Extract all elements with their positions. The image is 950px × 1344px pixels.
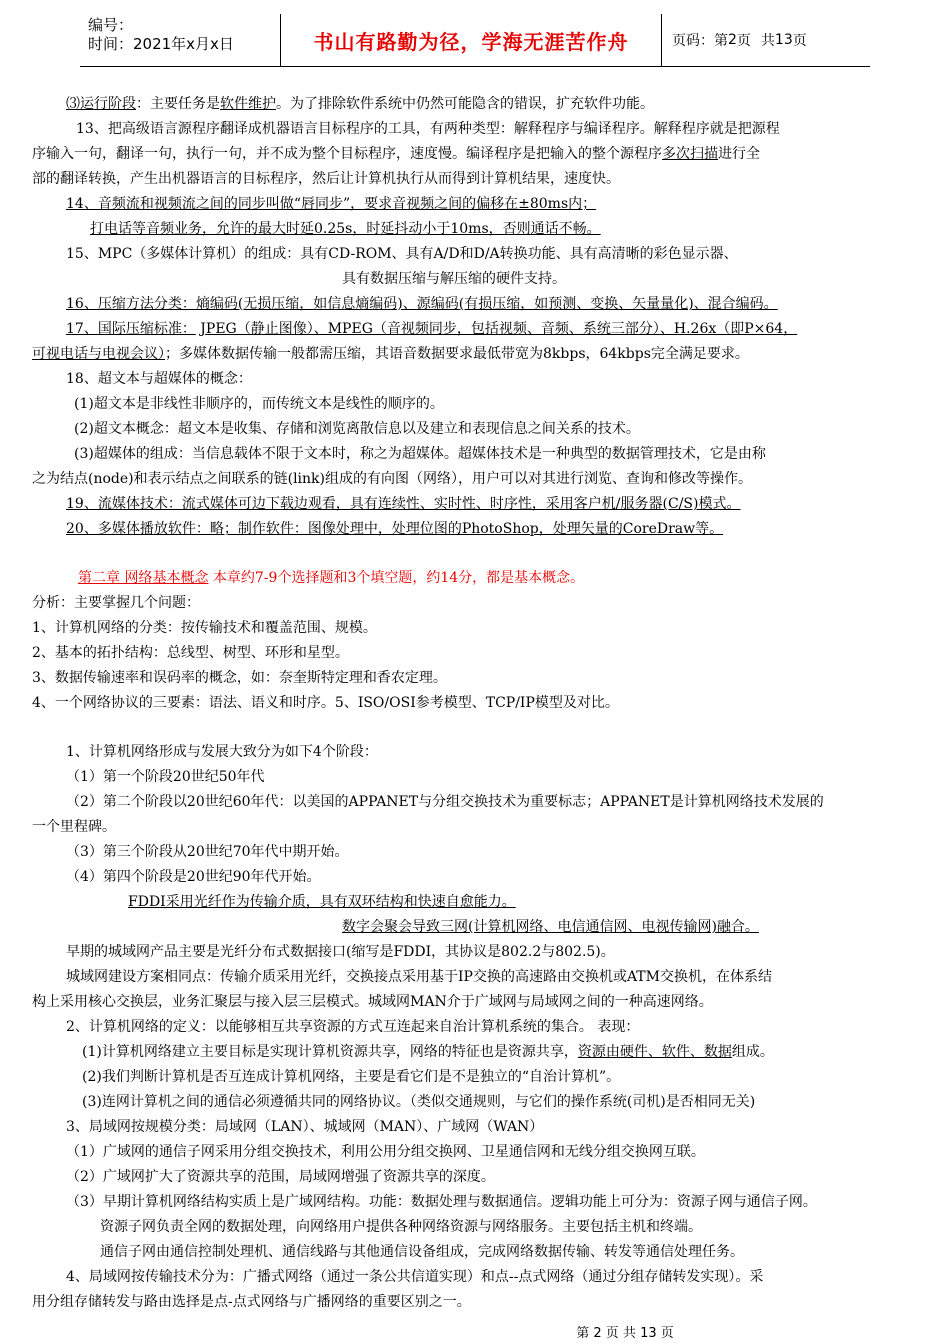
text-run: 一个里程碑。 xyxy=(32,819,116,835)
text-line xyxy=(32,392,916,417)
text-run: 。为了排除软件系统中仍然可能隐含的错误，扩充软件功能。 xyxy=(276,96,654,112)
total-label-end: 页 xyxy=(792,33,807,49)
text-line xyxy=(32,317,916,342)
text-line xyxy=(32,765,916,790)
text-line xyxy=(32,790,916,815)
text-run: 用分组存储转发与路由选择是点-点式网络与广播网络的重要区别之一。 xyxy=(32,1294,471,1310)
text-run: 数字会聚会导致三网(计算机网络、电信通信网、电视传输网)融合。 xyxy=(342,919,759,935)
text-line xyxy=(32,965,916,990)
page-header xyxy=(80,14,870,67)
text-line xyxy=(32,1015,916,1040)
text-line xyxy=(32,167,916,192)
text-line xyxy=(32,492,916,517)
page-label: 页码：第 xyxy=(672,33,728,49)
text-run: 3、局域网按规模分类：局域网（LAN）、城域网（MAN）、广域网（WAN） xyxy=(66,1119,544,1135)
text-line xyxy=(32,367,916,392)
text-line xyxy=(32,267,916,292)
header-motto: 书山有路勤为径，学海无涯苦作舟 xyxy=(313,29,629,54)
header-motto-cell xyxy=(280,14,662,66)
text-line xyxy=(32,666,916,691)
text-run: 资源子网负责全网的数据处理，向网络用户提供各种网络资源与网络服务。主要包括主机和终端。 xyxy=(100,1219,702,1235)
text-run: 第二章 网络基本概念 xyxy=(78,570,209,586)
text-run: （3）早期计算机网络结构实质上是广域网结构。功能：数据处理与数据通信。逻辑功能上可分为：资源子网与通信子网。 xyxy=(66,1194,817,1210)
text-run: 本章约7-9个选择题和3个填空题，约14分，都是基本概念。 xyxy=(208,570,585,586)
text-run: (3)超媒体的组成：当信息载体不限于文本时，称之为超媒体。超媒体技术是一种典型的数据管理技术，它是由称 xyxy=(74,446,766,462)
text-run: 具有数据压缩与解压缩的硬件支持。 xyxy=(342,271,566,287)
document-body xyxy=(32,92,916,1315)
text-line xyxy=(32,1040,916,1065)
text-line xyxy=(32,1140,916,1165)
text-line xyxy=(32,242,916,267)
page-number: 2 xyxy=(728,32,737,48)
text-run: JPEG（静止图像）、MPEG（音视频同步，包括视频、音频、系统三部分）、H.26x（即P×64， xyxy=(200,321,798,337)
text-line xyxy=(32,517,916,542)
total-label: 共 xyxy=(760,33,775,49)
text-line xyxy=(32,1240,916,1265)
text-line xyxy=(32,442,916,467)
text-line xyxy=(32,591,916,616)
text-run: （2）广域网扩大了资源共享的范围，局域网增强了资源共享的深度。 xyxy=(66,1169,495,1185)
text-line xyxy=(32,890,916,915)
text-run: 组成。 xyxy=(731,1044,774,1060)
text-line xyxy=(32,865,916,890)
text-line xyxy=(32,940,916,965)
text-run: 序输入一句，翻译一句，执行一句，并不成为整个目标程序，速度慢。编译程序是把输入的整个源程序 xyxy=(32,146,662,162)
text-run: (2)超文本概念：超文本是收集、存储和浏览离散信息以及建立和表现信息之间关系的技术。 xyxy=(74,421,640,437)
text-run: (1)计算机网络建立主要目标是实现计算机资源共享，网络的特征也是资源共享， xyxy=(82,1044,578,1060)
text-run: 2、基本的拓扑结构：总线型、树型、环形和星型。 xyxy=(32,645,349,661)
text-line xyxy=(32,217,916,242)
footer-page-number: 2 xyxy=(593,1326,602,1341)
text-line xyxy=(32,292,916,317)
text-line xyxy=(32,566,916,591)
text-run: ⑶运行阶段 xyxy=(66,96,136,112)
text-run: 1、计算机网络的分类：按传输技术和覆盖范围、规模。 xyxy=(32,620,377,636)
text-line xyxy=(32,641,916,666)
footer-page-mid: 页 共 xyxy=(605,1326,636,1341)
paragraph-gap xyxy=(32,716,916,740)
text-run: 资源由硬件、软件、数据 xyxy=(577,1044,732,1060)
text-line xyxy=(32,915,916,940)
text-run: (3)连网计算机之间的通信必须遵循共同的网络协议。（类似交通规则，与它们的操作系统(司机)是否相同无关) xyxy=(82,1094,756,1110)
text-run: 13、把高级语言源程序翻译成机器语言目标程序的工具，有两种类型：解释程序与编译程序。解释程序就是把源程 xyxy=(76,121,780,137)
text-run: ：主要任务是 xyxy=(136,96,220,112)
text-run: 16、压缩方法分类：熵编码(无损压缩，如信息熵编码)、源编码(有损压缩，如预测、变换、矢量量化)、混合编码。 xyxy=(66,296,778,312)
text-line xyxy=(32,740,916,765)
text-line xyxy=(32,616,916,641)
text-line xyxy=(32,1190,916,1215)
paragraph-gap xyxy=(32,542,916,566)
text-line xyxy=(32,142,916,167)
text-run: 4、一个网络协议的三要素：语法、语义和时序。5、ISO/OSI参考模型、TCP/IP模型及对比。 xyxy=(32,695,619,711)
text-line xyxy=(32,1165,916,1190)
text-run: 进行全 xyxy=(718,146,760,162)
text-run: 19、流媒体技术：流式媒体可边下载边观看，具有连续性、实时性、时序性，采用客户机/服务器(C/S)模式。 xyxy=(66,496,741,512)
footer-page-end: 页 xyxy=(660,1326,674,1341)
text-line xyxy=(32,1090,916,1115)
text-run: (2)我们判断计算机是否互连成计算机网络，主要是看它们是不是独立的“自治计算机”。 xyxy=(82,1069,621,1085)
text-line xyxy=(32,691,916,716)
text-run: 18、超文本与超媒体的概念： xyxy=(66,371,252,387)
text-run: 17、国际压缩标准： xyxy=(66,321,196,337)
text-run: 20、多媒体播放软件：略；制作软件：图像处理中，处理位图的PhotoShop，处理矢量的CoreDraw等。 xyxy=(66,521,724,537)
text-line xyxy=(32,342,916,367)
footer-page-prefix: 第 xyxy=(576,1326,590,1341)
text-line xyxy=(32,1290,916,1315)
document-number-label: 编号： xyxy=(88,16,134,34)
header-meta xyxy=(80,14,280,66)
text-run: 分析：主要掌握几个问题： xyxy=(32,595,200,611)
text-run: （1）广域网的通信子网采用分组交换技术，利用公用分组交换网、卫星通信网和无线分组交换网互联。 xyxy=(66,1144,705,1160)
text-line xyxy=(32,1265,916,1290)
text-line xyxy=(32,815,916,840)
header-page-info xyxy=(662,14,870,66)
total-pages: 13 xyxy=(774,32,793,48)
text-run: 通信子网由通信控制处理机、通信线路与其他通信设备组成，完成网络数据传输、转发等通信处理任务。 xyxy=(100,1244,744,1260)
text-run: （2）第二个阶段以20世纪60年代：以美国的APPANET与分组交换技术为重要标志；APPANET是计算机网络技术发展的 xyxy=(66,794,824,810)
text-run: 3、数据传输速率和误码率的概念，如：奈奎斯特定理和香农定理。 xyxy=(32,670,447,686)
text-line xyxy=(32,417,916,442)
page-label-end: 页 xyxy=(736,33,751,49)
text-run: (1)超文本是非线性非顺序的，而传统文本是线性的顺序的。 xyxy=(74,396,444,412)
page-footer xyxy=(0,1322,950,1341)
text-line xyxy=(32,117,916,142)
text-run: 多次扫描 xyxy=(662,146,718,162)
text-run: 构上采用核心交换层，业务汇聚层与接入层三层模式。城域网MAN介于广域网与局域网之间的一种高速网络。 xyxy=(32,994,713,1010)
text-run: （4）第四个阶段是20世纪90年代开始。 xyxy=(66,869,321,885)
text-run: 15、MPC（多媒体计算机）的组成：具有CD-ROM、具有A/D和D/A转换功能、具有高清晰的彩色显示器、 xyxy=(66,246,738,262)
text-run: 软件维护 xyxy=(220,96,276,112)
text-run: 之为结点(node)和表示结点之间联系的链(link)组成的有向图（网络），用户可以对其进行浏览、查询和修改等操作。 xyxy=(32,471,752,487)
text-line xyxy=(32,92,916,117)
text-run: 14、音频流和视频流之间的同步叫做“唇同步”，要求音视频之间的偏移在±80ms内； xyxy=(66,196,597,212)
text-line xyxy=(32,1115,916,1140)
text-run: 可视电话与电视会议） xyxy=(32,346,165,362)
text-line xyxy=(32,990,916,1015)
text-line xyxy=(32,192,916,217)
text-line xyxy=(32,467,916,492)
text-run: ；多媒体数据传输一般都需压缩，其语音数据要求最低带宽为8kbps，64kbps完全满足要求。 xyxy=(165,346,749,362)
document-time-label: 时间：2021年x月x日 xyxy=(88,35,234,53)
text-run: 早期的城域网产品主要是光纤分布式数据接口(缩写是FDDI，其协议是802.2与802.5)。 xyxy=(66,944,615,960)
text-run: 城域网建设方案相同点：传输介质采用光纤，交换接点采用基于IP交换的高速路由交换机或ATM交换机，在体系结 xyxy=(66,969,772,985)
text-line xyxy=(32,840,916,865)
text-run: （1）第一个阶段20世纪50年代 xyxy=(66,769,265,785)
text-run: FDDI采用光纤作为传输介质，具有双环结构和快速自愈能力。 xyxy=(128,894,516,910)
text-line xyxy=(32,1215,916,1240)
text-line xyxy=(32,1065,916,1090)
text-run: 打电话等音频业务，允许的最大时延0.25s，时延抖动小于10ms，否则通话不畅。 xyxy=(90,221,601,237)
text-run: 4、局域网按传输技术分为：广播式网络（通过一条公共信道实现）和点--点式网络（通过分组存储转发实现）。采 xyxy=(66,1269,764,1285)
text-run: （3）第三个阶段从20世纪70年代中期开始。 xyxy=(66,844,349,860)
footer-total-pages: 13 xyxy=(640,1326,657,1341)
text-run: 2、计算机网络的定义：以能够相互共享资源的方式互连起来自治计算机系统的集合。 表现： xyxy=(66,1019,640,1035)
text-run: 部的翻译转换，产生出机器语言的目标程序，然后让计算机执行从而得到计算机结果，速度快。 xyxy=(32,171,620,187)
text-run: 1、计算机网络形成与发展大致分为如下4个阶段： xyxy=(66,744,378,760)
